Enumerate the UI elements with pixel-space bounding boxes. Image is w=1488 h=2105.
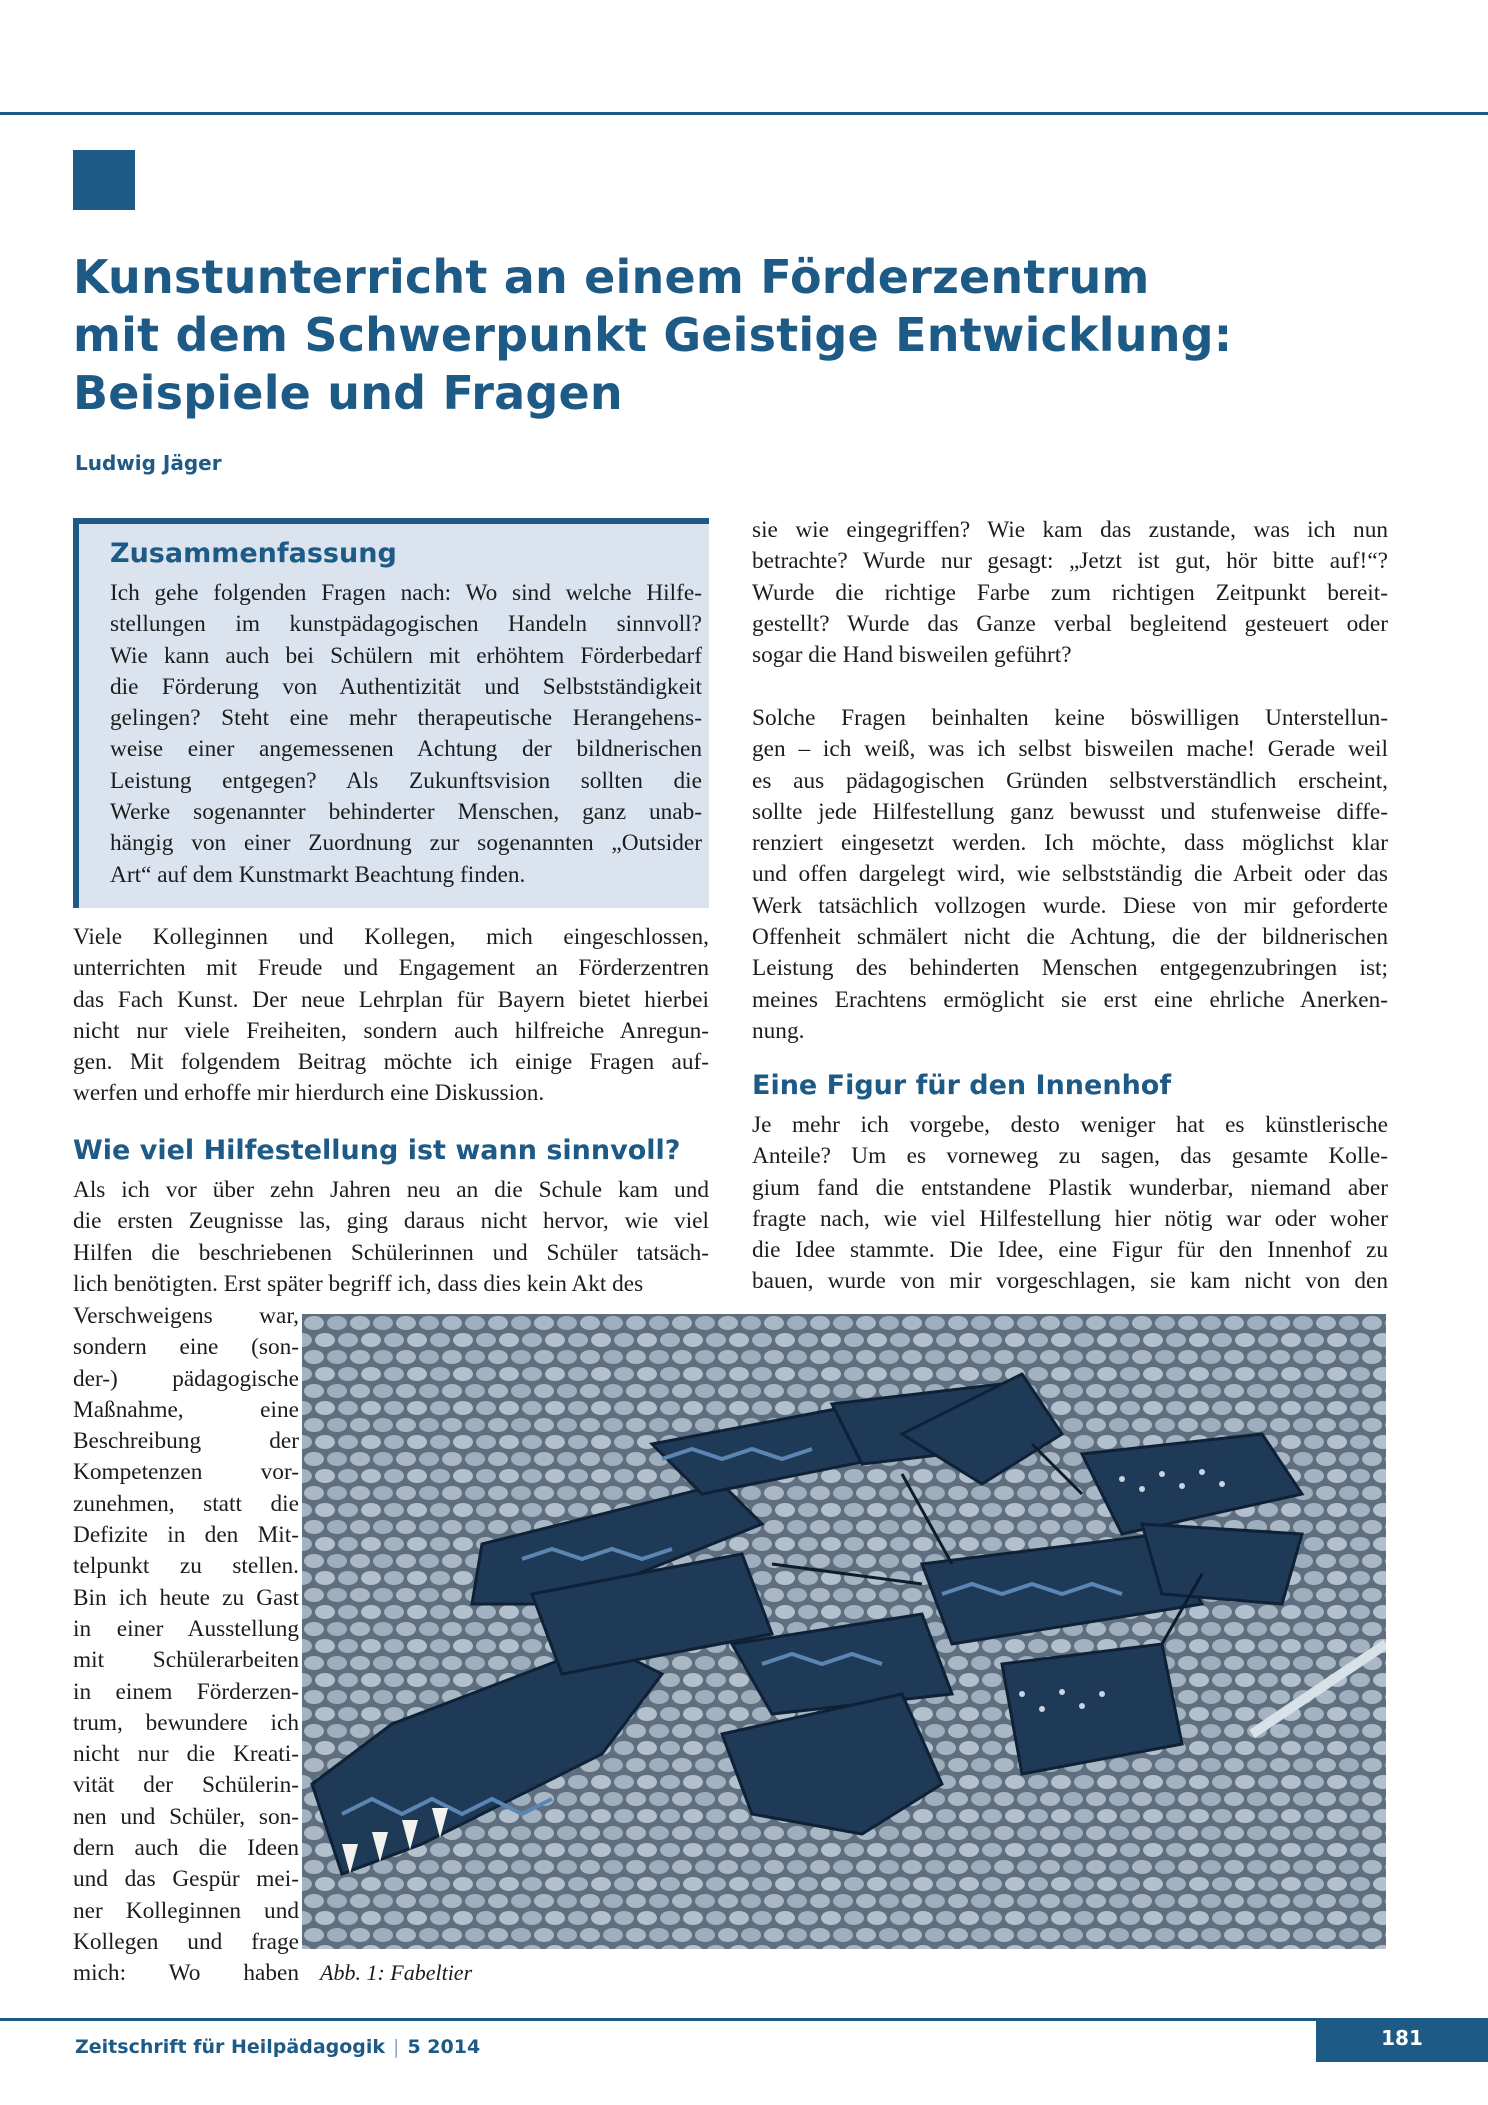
section-heading-figur: Eine Figur für den Innenhof: [752, 1070, 1172, 1101]
text-line: sollte jede Hilfestellung ganz bewusst und stufenweise diffe-: [752, 798, 1388, 825]
title-line: mit dem Schwerpunkt Geistige Entwicklung:: [73, 308, 1233, 362]
text-line: Maßnahme, eine: [73, 1396, 299, 1423]
text-line: meines Erachtens ermöglicht sie erst eine ehrliche Anerken-: [752, 986, 1388, 1013]
text-line: nicht nur viele Freiheiten, sondern auch hilfreiche Anregun-: [73, 1017, 709, 1044]
body-paragraph: [752, 703, 1388, 1047]
text-line: Viele Kolleginnen und Kollegen, mich eingeschlossen,: [73, 924, 709, 950]
text-line: werfen und erhoffe mir hierdurch eine Diskussion.: [73, 1080, 545, 1107]
section-marker-square: [73, 150, 135, 210]
text-line: Je mehr ich vorgebe, desto weniger hat es künstlerische: [752, 1112, 1388, 1138]
text-line: Bin ich heute zu Gast: [73, 1584, 299, 1611]
text-line: Hilfen die beschriebenen Schülerinnen und Schüler tatsäch-: [73, 1239, 709, 1266]
text-line: gestellt? Wurde das Ganze verbal begleitend gesteuert oder: [752, 610, 1388, 637]
text-line: Werke sogenannter behinderter Menschen, ganz unab-: [110, 799, 702, 826]
text-line: Werk tatsächlich vollzogen wurde. Diese von mir geforderte: [752, 892, 1388, 919]
text-line: die Idee stammte. Die Idee, eine Figur für den Innenhof zu: [752, 1237, 1388, 1264]
text-line: telpunkt zu stellen.: [73, 1553, 299, 1580]
text-line: mit Schülerarbeiten: [73, 1647, 299, 1674]
body-paragraph-narrow: [73, 1301, 299, 1990]
text-line: Art“ auf dem Kunstmarkt Beachtung finden.: [110, 861, 526, 888]
text-line: nicht nur die Kreati-: [73, 1741, 299, 1768]
title-line: Kunstunterricht an einem Förderzentrum: [73, 250, 1150, 304]
journal-issue: 5 2014: [407, 2036, 481, 2058]
text-line: Kollegen und frage: [73, 1928, 299, 1955]
text-line: zunehmen, statt die: [73, 1490, 299, 1517]
text-line: gium fand die entstandene Plastik wunderbar, niemand aber: [752, 1174, 1388, 1201]
text-line: der-) pädagogische: [73, 1365, 299, 1392]
text-line: und offen dargelegt wird, wie selbstständig die Arbeit oder das: [752, 861, 1388, 888]
body-paragraph: [752, 515, 1388, 671]
bottom-rule: [0, 2018, 1488, 2021]
text-line: Kompetenzen vor-: [73, 1459, 299, 1486]
text-line: es aus pädagogischen Gründen selbstverständlich erscheint,: [752, 767, 1388, 794]
text-line: Solche Fragen beinhalten keine böswilligen Unterstellun-: [752, 705, 1388, 731]
text-line: vität der Schülerin-: [73, 1772, 299, 1799]
text-line: nung.: [752, 1017, 805, 1044]
footer-separator: |: [393, 2036, 400, 2058]
text-line: ner Kolleginnen und: [73, 1897, 299, 1924]
text-line: Defizite in den Mit-: [73, 1522, 299, 1549]
intro-paragraph: [73, 922, 709, 1110]
text-line: Als ich vor über zehn Jahren neu an die Schule kam und: [73, 1177, 709, 1203]
author-name: Ludwig Jäger: [75, 451, 222, 475]
text-line: gen – ich weiß, was ich selbst bisweilen mache! Gerade weil: [752, 736, 1388, 763]
abstract-text: [110, 578, 702, 891]
text-line: Beschreibung der: [73, 1428, 299, 1455]
text-line: mich: Wo haben: [73, 1960, 299, 1987]
body-paragraph: [73, 1175, 709, 1300]
text-line: unterrichten mit Freude und Engagement an Förderzentren: [73, 955, 709, 982]
top-rule: [0, 112, 1488, 115]
text-line: Verschweigens war,: [73, 1303, 299, 1329]
text-line: fragte nach, wie viel Hilfestellung hier nötig war oder woher: [752, 1205, 1388, 1232]
text-line: gen. Mit folgendem Beitrag möchte ich einige Fragen auf-: [73, 1049, 709, 1076]
text-line: Ich gehe folgenden Fragen nach: Wo sind welche Hilfe-: [110, 580, 702, 606]
text-line: Wurde die richtige Farbe zum richtigen Zeitpunkt bereit-: [752, 579, 1388, 606]
abstract-heading: Zusammenfassung: [110, 538, 397, 569]
text-line: betrachte? Wurde nur gesagt: „Jetzt ist gut, hör bitte auf!“?: [752, 548, 1388, 575]
text-line: sogar die Hand bisweilen geführt?: [752, 642, 1072, 669]
text-line: sie wie eingegriffen? Wie kam das zustande, was ich nun: [752, 517, 1388, 543]
title-line: Beispiele und Fragen: [73, 366, 623, 420]
section-heading-hilfestellung: Wie viel Hilfestellung ist wann sinnvoll?: [73, 1135, 681, 1166]
text-line: weise einer angemessenen Achtung der bildnerischen: [110, 736, 702, 763]
text-line: Leistung entgegen? Als Zukunftsvision sollten die: [110, 767, 702, 794]
text-line: Wie kann auch bei Schülern mit erhöhtem Förderbedarf: [110, 642, 702, 669]
page-number: 181: [1316, 2018, 1488, 2062]
text-line: das Fach Kunst. Der neue Lehrplan für Bayern bietet hierbei: [73, 986, 709, 1013]
text-line: Leistung des behinderten Menschen entgegenzubringen ist;: [752, 955, 1388, 982]
text-line: lich benötigten. Erst später begriff ich, dass dies kein Akt des: [73, 1270, 644, 1297]
footer-journal: [75, 2036, 480, 2058]
article-title: [73, 248, 1373, 422]
text-line: gelingen? Steht eine mehr therapeutische Herangehens-: [110, 705, 702, 732]
text-line: dern auch die Ideen: [73, 1835, 299, 1862]
photo-fabeltier: [302, 1314, 1386, 1949]
text-line: nen und Schüler, son-: [73, 1803, 299, 1830]
text-line: Offenheit schmälert nicht die Achtung, die der bildnerischen: [752, 924, 1388, 951]
text-line: trum, bewundere ich: [73, 1709, 299, 1736]
text-line: bauen, wurde von mir vorgeschlagen, sie kam nicht von den: [752, 1268, 1388, 1295]
text-line: sondern eine (son-: [73, 1334, 299, 1361]
text-line: die ersten Zeugnisse las, ging daraus nicht hervor, wie viel: [73, 1208, 709, 1235]
text-line: stellungen im kunstpädagogischen Handeln sinnvoll?: [110, 611, 702, 638]
body-paragraph: [752, 1110, 1388, 1298]
text-line: in einer Ausstellung: [73, 1615, 299, 1642]
figure-caption: Abb. 1: Fabeltier: [320, 1960, 473, 1985]
text-line: Anteile? Um es vorneweg zu sagen, das gesamte Kolle-: [752, 1143, 1388, 1170]
text-line: renziert eingesetzt werden. Ich möchte, dass möglichst klar: [752, 830, 1388, 857]
text-line: die Förderung von Authentizität und Selbstständigkeit: [110, 673, 702, 700]
journal-name: Zeitschrift für Heilpädagogik: [75, 2036, 386, 2058]
text-line: in einem Förderzen-: [73, 1678, 299, 1705]
text-line: hängig von einer Zuordnung zur sogenannten „Outsider: [110, 830, 702, 857]
text-line: und das Gespür mei-: [73, 1866, 299, 1893]
